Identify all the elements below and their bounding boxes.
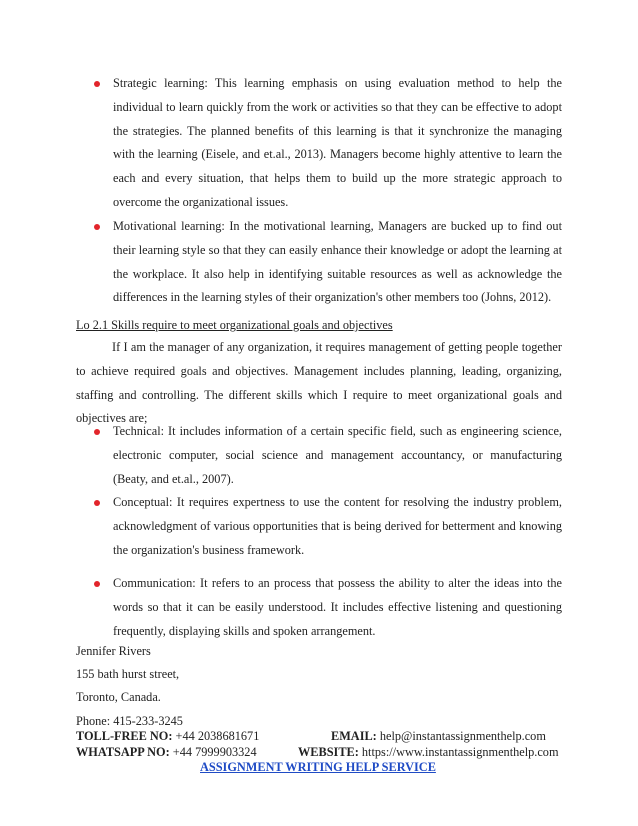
bullet-text: Technical: It includes information of a certain specific field, such as engineering science, electronic computer, social science and management accountancy, or manufacturing (Beaty, and et.al., 2007). xyxy=(113,424,562,486)
footer-tollfree: TOLL-FREE NO: +44 2038681671 xyxy=(76,729,260,743)
bullet-dot-icon xyxy=(94,581,100,587)
footer-whatsapp: WHATSAPP NO: +44 7999903324 xyxy=(76,745,257,759)
bullet-dot-icon xyxy=(94,500,100,506)
footer-email: EMAIL: help@instantassignmenthelp.com xyxy=(331,729,546,743)
bullet-dot-icon xyxy=(94,224,100,230)
bullet-communication xyxy=(113,572,562,643)
bullet-strategic-learning xyxy=(113,72,562,215)
section-paragraph: If I am the manager of any organization, it requires management of getting people together to achieve required goals and objectives. Management includes planning, leading, organizing, staffing and controlling. The different skills which I require to meet organizational goals and objectives are; xyxy=(76,340,562,426)
bullet-technical xyxy=(113,420,562,491)
contact-city: Toronto, Canada. xyxy=(76,690,161,705)
contact-street: 155 bath hurst street, xyxy=(76,667,180,682)
bullet-text: Communication: It refers to an process that possess the ability to alter the ideas into the words so that it can be easily understood. It includes effective listening and questioning frequently, displaying skills and spoken arrangement. xyxy=(113,576,562,638)
bullet-conceptual xyxy=(113,491,562,562)
bullet-motivational-learning xyxy=(113,215,562,310)
bullet-dot-icon xyxy=(94,81,100,87)
contact-block xyxy=(76,640,183,733)
website-link[interactable]: https://www.instantassignmenthelp.com xyxy=(361,745,559,759)
contact-name: Jennifer Rivers xyxy=(76,644,151,658)
bullet-dot-icon xyxy=(94,429,100,435)
footer-website: WEBSITE: https://www.instantassignmenthelp.com xyxy=(298,745,559,759)
email-link[interactable]: help@instantassignmenthelp.com xyxy=(379,729,546,743)
bullet-text: Motivational learning: In the motivational learning, Managers are bucked up to find out their learning style so that they can easily enhance their knowledge or adopt the learning at the workplace. It also help in identifying suitable resources as well as acknowledge the differences in the learning styles of their organization's other members too (Johns, 2012). xyxy=(113,219,562,305)
service-link[interactable]: ASSIGNMENT WRITING HELP SERVICE xyxy=(200,760,436,774)
bullet-text: Strategic learning: This learning emphasis on using evaluation method to help the individual to learn quickly from the work or activities so that they can be effective to adopt the strategies. The planned benefits of this learning is that it synchronize the managing with the learning (Eisele, and et.al., 2013). Managers become highly attentive to learn the each and every situation, that helps them to build up the more strategic approach to overcome the organizational issues. xyxy=(113,76,562,209)
contact-phone: Phone: 415-233-3245 xyxy=(76,713,183,728)
bullet-text: Conceptual: It requires expertness to use the content for resolving the industry problem, acknowledgment of various opportunities that is being derived for betterment and knowing the organization's business framework. xyxy=(113,495,562,557)
section-heading: Lo 2.1 Skills require to meet organizational goals and objectives xyxy=(76,318,393,332)
